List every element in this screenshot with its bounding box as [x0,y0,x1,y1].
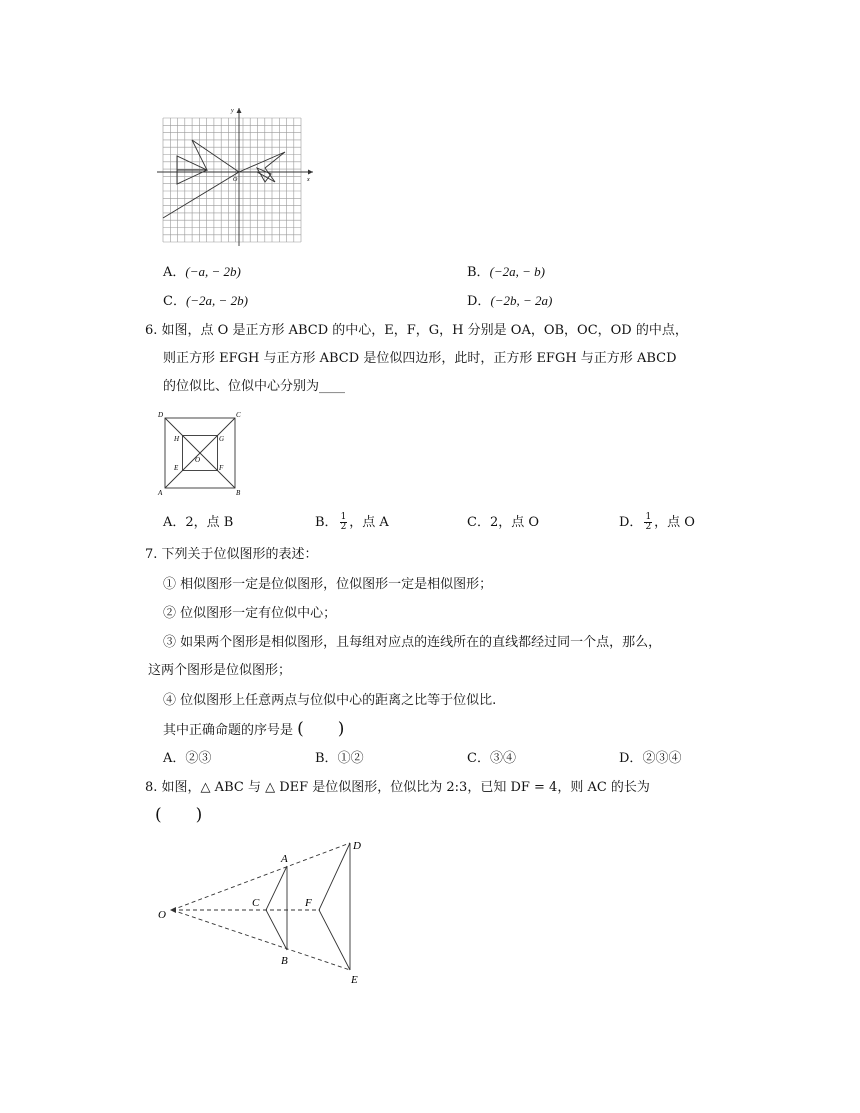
q6-number: 6. [145,323,158,338]
fraction: $\frac{1}{2}$ [645,512,652,532]
q8-answer-blank[interactable]: ( ) [155,805,203,825]
q8-label-d: D [353,840,361,852]
q7-item-1: ① 相似图形一定是位似图形，位似图形一定是相似图形； [163,577,493,592]
q7-option-c[interactable]: C．③④ [467,751,516,766]
q6-label-g: G [219,435,225,443]
q5-option-d[interactable]: D．(−2b, − 2a) [467,293,553,309]
q7-item-4: ④ 位似图形上任意两点与位似中心的距离之比等于位似比. [163,693,497,708]
grid-lines [163,118,301,242]
q5-option-c[interactable]: C．(−2a, − 2b) [163,293,248,309]
q7-item-2: ② 位似图形一定有位似中心； [163,606,337,621]
q6-label-o: O [195,456,201,464]
q5-option-a[interactable]: A．(−a, − 2b) [163,264,241,280]
q6-label-e: E [174,464,179,472]
q7-number: 7. [145,547,158,562]
q8-label-a: A [281,853,288,865]
q7-question: 其中正确命题的序号是 ( ) [163,719,345,739]
q8-line-1: 8. 如图，△ ABC 与 △ DEF 是位似图形，位似比为 2:3，已知 DF = 4，则 AC 的长为 [145,780,650,795]
q7-item-3-cont: 这两个图形是位似图形； [148,663,292,678]
x-axis-label: x [307,177,310,183]
q6-label-h: H [174,435,180,443]
q7-item-3: ③ 如果两个图形是相似图形，且每组对应点的连线所在的直线都经过同一个点，那么， [163,635,662,650]
q6-option-a[interactable]: A．2，点 B [163,515,234,530]
q6-square-figure [155,408,245,498]
q6-line-1: 6. 如图，点 O 是正方形 ABCD 的中心，E，F，G，H 分别是 OA，OB，OC，OD 的中点， [145,323,688,338]
q6-line-3: 的位似比、位似中心分别为____ [163,379,346,394]
q8-homothety-figure [150,830,380,990]
q7-stem: 7. 下列关于位似图形的表述： [145,547,318,562]
q5-option-b[interactable]: B．(−2a, − b) [467,264,546,280]
q8-label-e: E [351,974,358,986]
q7-option-a[interactable]: A．②③ [163,751,212,766]
origin-label: O [233,177,238,183]
q8-label-o: O [158,909,166,921]
q6-label-f: F [219,464,224,472]
q6-label-c: C [236,411,241,419]
q8-label-f: F [305,897,312,909]
q6-label-d: D [158,411,164,419]
similar-figures [163,140,285,218]
answer-blank[interactable]: ( ) [297,719,345,739]
q6-line-2: 则正方形 EFGH 与正方形 ABCD 是位似四边形，此时，正方形 EFGH 与正方形 ABCD [163,351,677,366]
q5-grid-figure [155,102,320,247]
q7-option-b[interactable]: B．①② [315,751,364,766]
q6-option-b[interactable]: B． $\frac{1}{2}$ ，点 A [315,512,389,532]
q6-label-b: B [236,489,241,497]
q6-option-c[interactable]: C．2，点 O [467,515,540,530]
fraction: $\frac{1}{2}$ [340,512,347,532]
q6-option-d[interactable]: D． $\frac{1}{2}$ ，点 O [619,512,695,532]
q7-option-d[interactable]: D．②③④ [619,751,682,766]
q6-label-a: A [158,489,163,497]
q8-label-b: B [281,955,288,967]
q8-number: 8. [145,780,158,795]
q8-label-c: C [252,897,260,909]
y-axis-label: y [231,108,234,114]
